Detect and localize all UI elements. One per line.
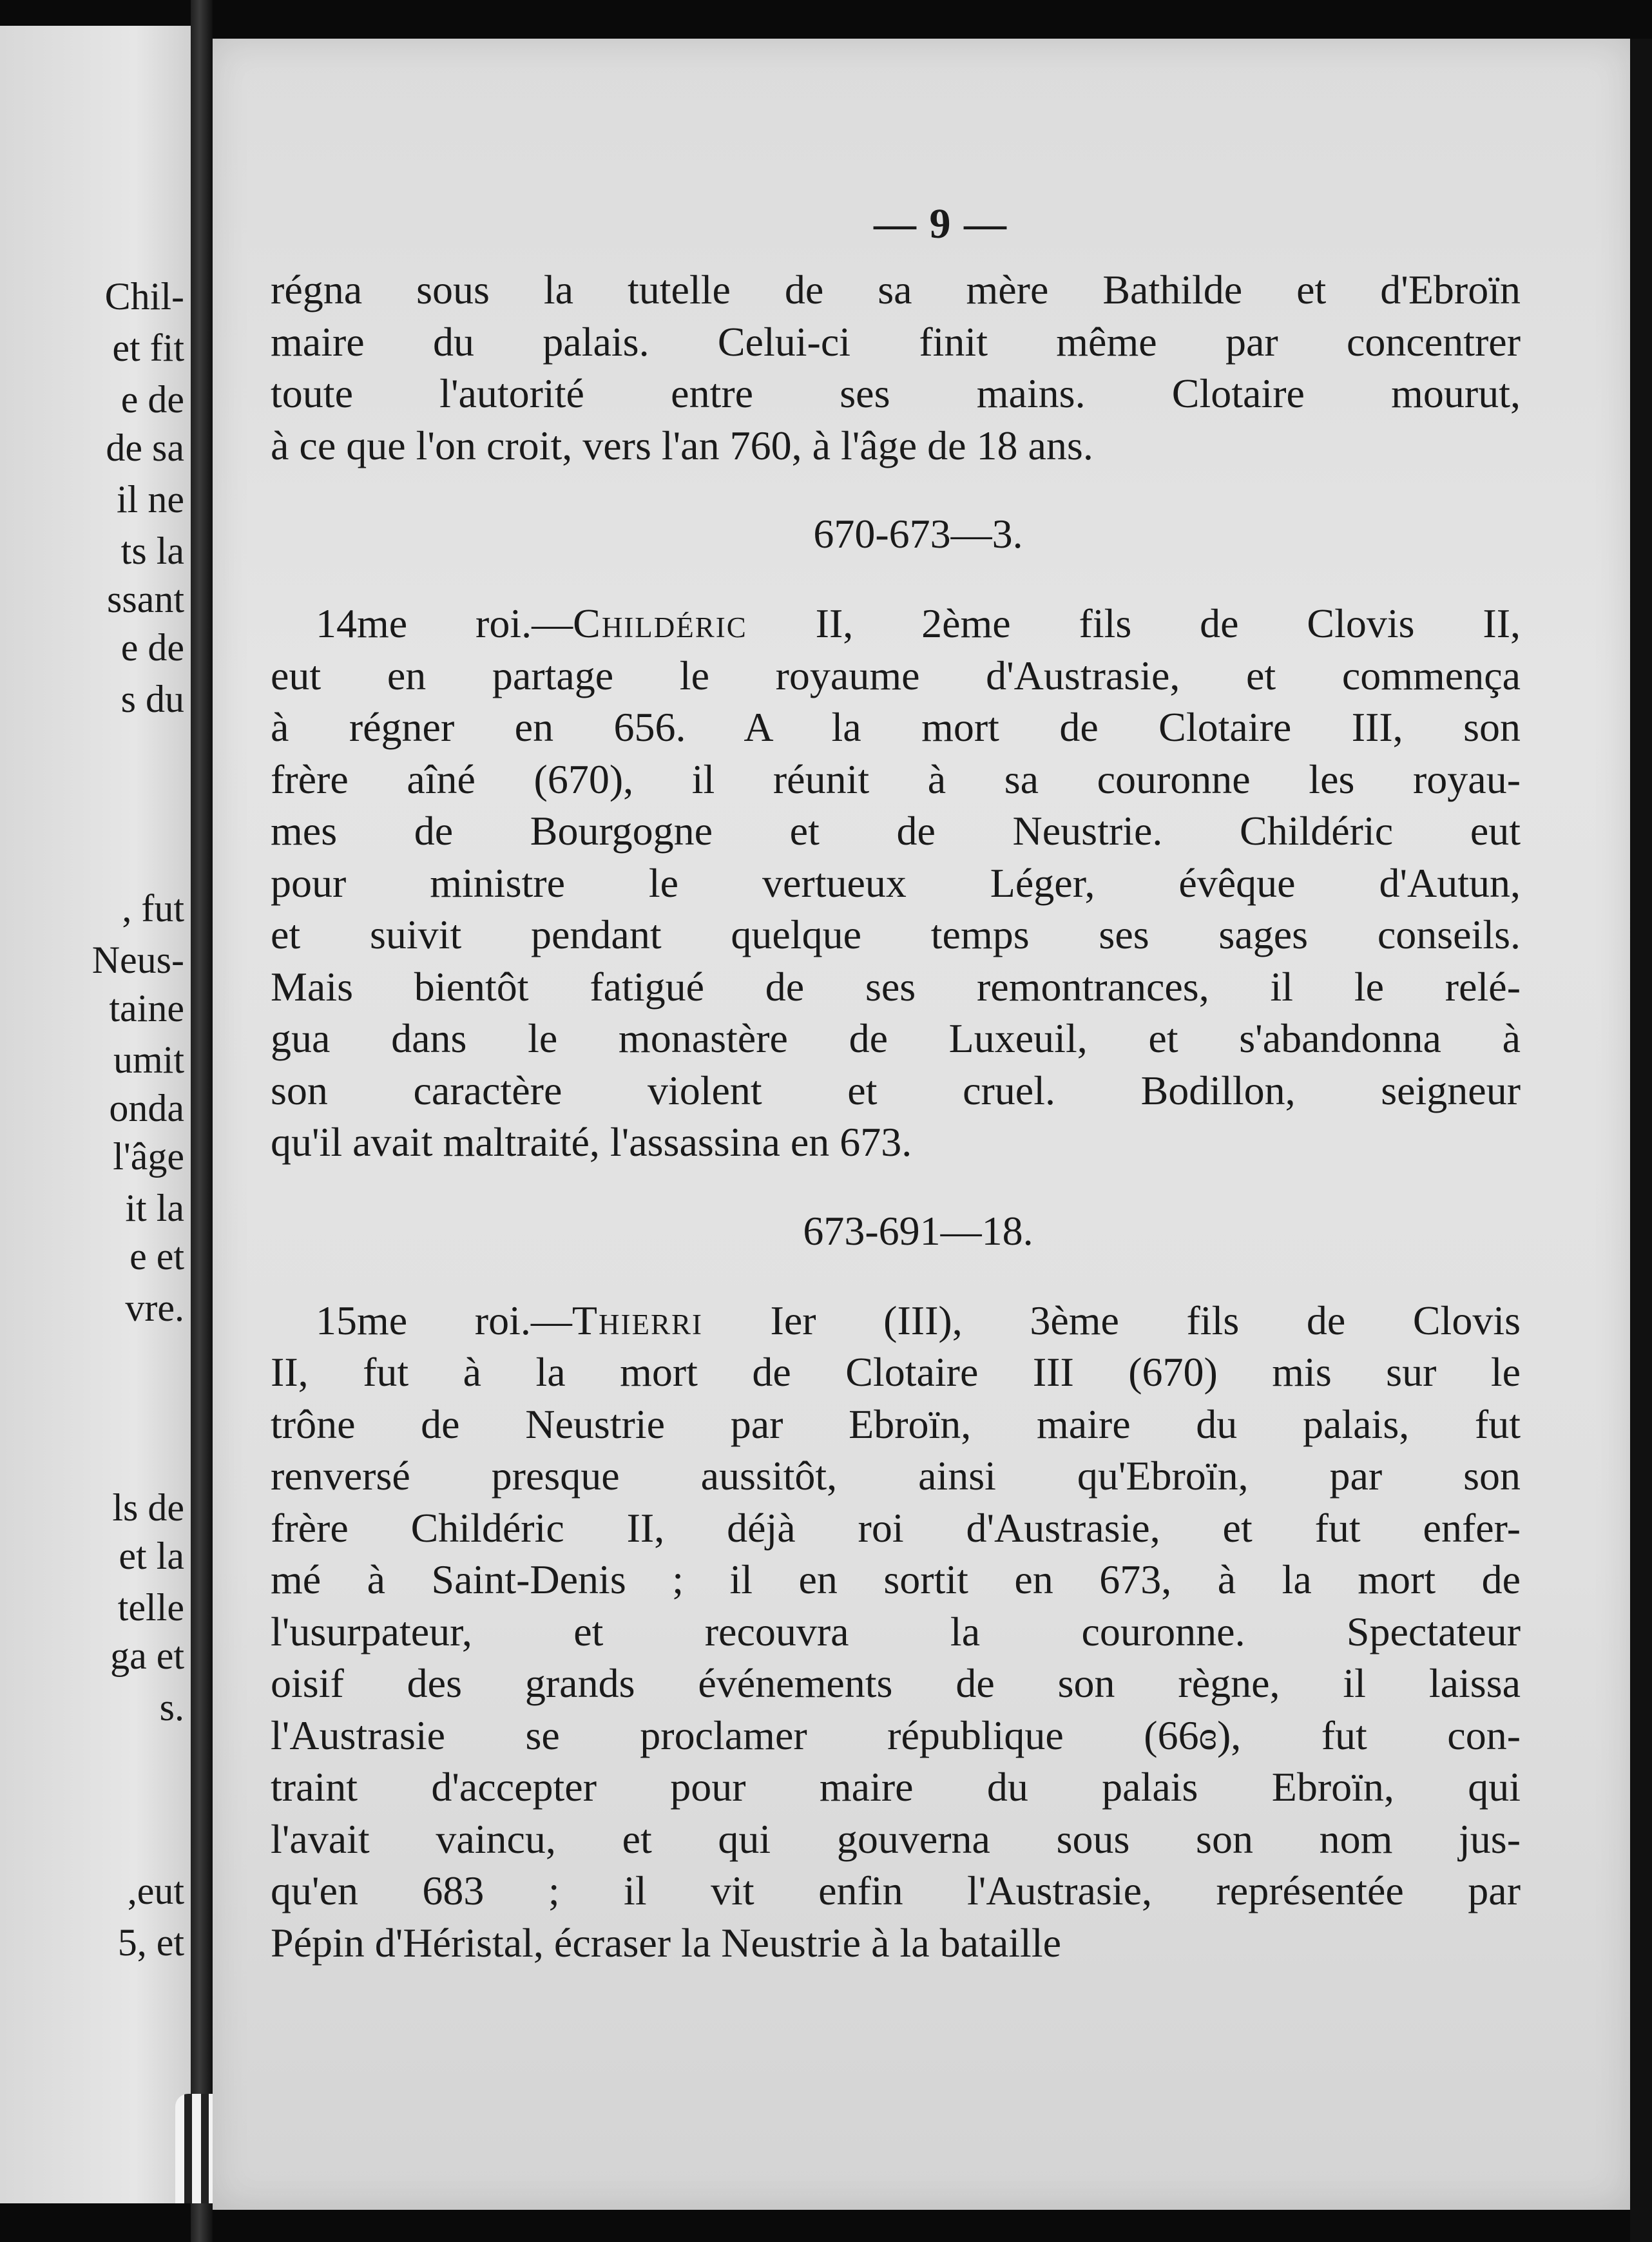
left-page-fragment: ga et: [110, 1634, 184, 1677]
text-line: gua dans le monastère de Luxeuil, et s'abandonna à: [271, 1015, 1521, 1061]
left-page-fragment: s.: [159, 1686, 184, 1729]
left-page-fragment: vre.: [125, 1287, 184, 1329]
text-line: frère aîné (670), il réunit à sa couronne les royau-: [271, 756, 1521, 802]
text-line: régna sous la tutelle de sa mère Bathilde et d'Ebroïn: [271, 267, 1521, 312]
text-line: et suivit pendant quelque temps ses sages conseils.: [271, 912, 1521, 957]
paragraph-1: [271, 264, 1521, 472]
left-page-fragment: onda: [109, 1087, 184, 1129]
paragraph-thierri: [271, 1295, 1521, 1969]
left-page-fragment: e de: [120, 626, 184, 669]
page-number: — 9 —: [874, 200, 1008, 247]
text-line: à régner en 656. A la mort de Clotaire III, son: [271, 704, 1521, 750]
text-line: eut en partage le royaume d'Austrasie, et commença: [271, 652, 1521, 698]
left-page-fragment: e de: [120, 378, 184, 421]
left-page-fragment: taine: [109, 987, 184, 1030]
text-line: traint d'accepter pour maire du palais Ebroïn, qui: [271, 1764, 1521, 1810]
text-line: Pépin d'Héristal, écraser la Neustrie à la bataille: [271, 1919, 1061, 1966]
page-content: [271, 200, 1521, 1969]
left-page-fragment: ts la: [120, 530, 184, 572]
left-page-fragment: il ne: [117, 478, 184, 521]
left-page-fragment: ssant: [107, 578, 184, 620]
text-line: toute l'autorité entre ses mains. Clotaire mourut,: [271, 370, 1521, 416]
text-line: renversé presque aussitôt, ainsi qu'Ebroïn, par son: [271, 1453, 1521, 1499]
text-line: qu'en 683 ; il vit enfin l'Austrasie, représentée par: [271, 1868, 1521, 1913]
left-page-fragment: Chil-: [104, 275, 184, 318]
left-page-fragment: it la: [125, 1187, 184, 1229]
text-line: l'Austrasie se proclamer république (66ɞ), fut con-: [271, 1712, 1521, 1758]
text-line: frère Childéric II, déjà roi d'Austrasie, et fut enfer-: [271, 1504, 1521, 1551]
left-page-fragment: s du: [120, 678, 184, 720]
left-page-fragment: de sa: [106, 426, 184, 469]
left-page-fragment: , fut: [122, 887, 184, 930]
text-line: mes de Bourgogne et de Neustrie. Childéric eut: [271, 808, 1521, 854]
section-heading-673-691: 673-691—18.: [803, 1207, 1033, 1254]
text-line: l'usurpateur, et recouvra la couronne. Spectateur: [271, 1608, 1521, 1654]
left-page-fragment: telle: [117, 1586, 184, 1629]
left-page-fragment: Neus-: [91, 939, 184, 981]
text-line: maire du palais. Celui-ci finit même par concentrer: [271, 318, 1521, 365]
paragraph-first-line: [271, 1295, 1521, 1347]
left-page-fragment: et la: [119, 1535, 184, 1577]
reign-number: 15me roi.—: [316, 1297, 572, 1343]
paragraph-first-line: [271, 598, 1521, 650]
text-line: Mais bientôt fatigué de ses remontrances, il le relé-: [271, 963, 1521, 1010]
text-line: son caractère violent et cruel. Bodillon, seigneur: [271, 1067, 1521, 1113]
book-page: [213, 39, 1630, 2210]
text-line: II, fut à la mort de Clotaire III (670) mis sur le: [271, 1349, 1521, 1395]
left-page-fragment: ls de: [112, 1486, 184, 1529]
text-line: l'avait vaincu, et qui gouverna sous son nom jus-: [271, 1816, 1521, 1862]
first-line-rest: Ier (III), 3ème fils de Clovis: [702, 1297, 1521, 1343]
reign-number: 14me roi.—: [316, 600, 573, 646]
left-page-fragment: ,eut: [127, 1870, 184, 1912]
paragraph-body: [271, 1346, 1521, 1969]
book-spine: [191, 0, 213, 2242]
text-line: trône de Neustrie par Ebroïn, maire du palais, fut: [271, 1401, 1521, 1447]
section-heading-670-673: 670-673—3.: [813, 511, 1023, 557]
text-line: mé à Saint-Denis ; il en sortit en 673, à la mort de: [271, 1557, 1521, 1602]
text-line: oisif des grands événements de son règne, il laissa: [271, 1660, 1521, 1706]
king-name: Thierri: [571, 1297, 703, 1343]
background-edge: [1630, 39, 1652, 2242]
left-page-fragment: l'âge: [113, 1135, 184, 1178]
text-line: qu'il avait maltraité, l'assassina en 673.: [271, 1119, 912, 1165]
left-page-fragment: e et: [130, 1235, 184, 1278]
king-name: Childéric: [573, 600, 747, 646]
paragraph-childeric: [271, 598, 1521, 1169]
left-page-fragment: umit: [113, 1039, 184, 1081]
text-line: pour ministre le vertueux Léger, évêque d'Autun,: [271, 859, 1521, 906]
paragraph-body: [271, 650, 1521, 1169]
text-line: à ce que l'on croit, vers l'an 760, à l'âge de 18 ans.: [271, 422, 1093, 468]
left-page-fragment: et fit: [112, 327, 184, 369]
facing-page-left: [0, 26, 193, 2203]
first-line-rest: II, 2ème fils de Clovis II,: [747, 600, 1521, 646]
left-page-fragment: 5, et: [117, 1921, 184, 1964]
